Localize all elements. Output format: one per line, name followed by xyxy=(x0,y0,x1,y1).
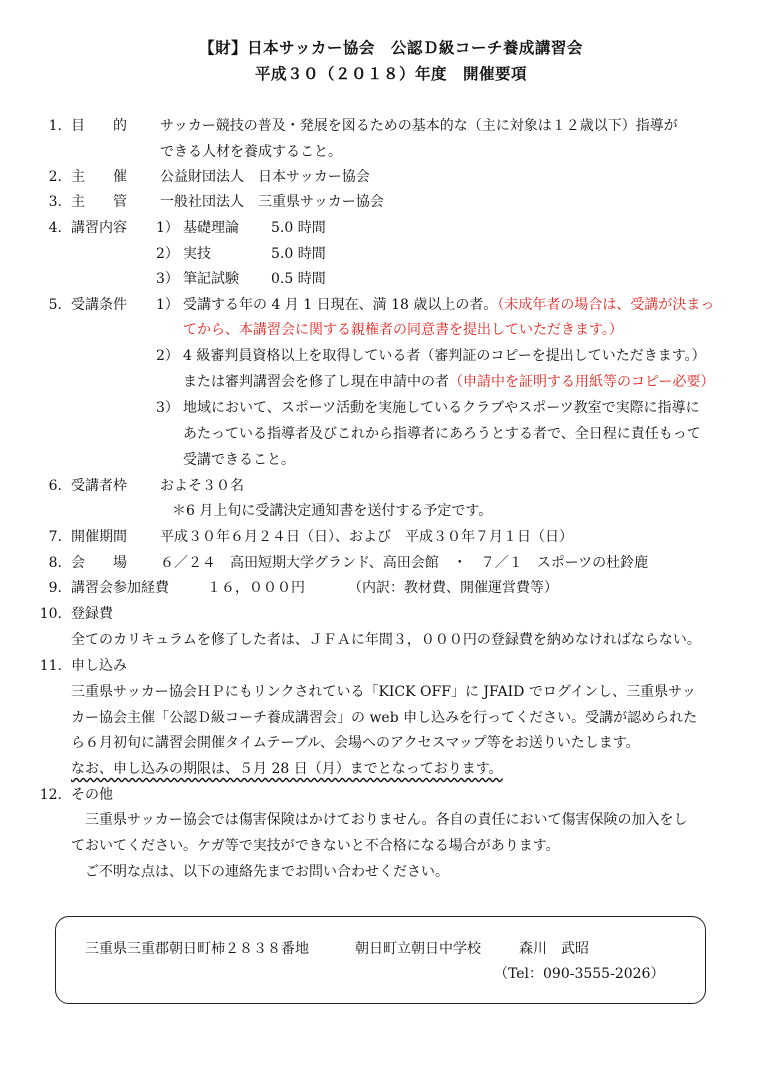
requirement-number: 1） xyxy=(156,297,179,313)
section-number: 10. xyxy=(39,606,62,622)
content-item-name: 筆記試験 xyxy=(183,271,239,287)
requirement-3-text: 地域において、スポーツ活動を実施しているクラブやスポーツ教室で実際に指導に xyxy=(183,400,700,416)
section-number: 4. xyxy=(48,220,62,236)
section-label-venue: 会 場 xyxy=(71,555,127,571)
contact-school: 朝日町立朝日中学校 xyxy=(355,941,481,957)
section-number: 5. xyxy=(48,297,62,313)
content-item-number: 1） xyxy=(156,220,179,236)
content-item-name: 基礎理論 xyxy=(183,220,239,236)
section-label-period: 開催期間 xyxy=(71,529,127,545)
section-label-registration: 登録費 xyxy=(71,606,113,622)
section-number: 1. xyxy=(48,118,62,134)
requirement-2-note: （申請中を証明する用紙等のコピー必要） xyxy=(449,374,715,390)
fee-detail: （内訳：教材費、開催運営費等） xyxy=(348,580,558,596)
content-item-name: 実技 xyxy=(183,246,211,262)
requirement-1-note: てから、本講習会に関する親権者の同意書を提出していただきます。） xyxy=(183,322,623,338)
section-number: 9. xyxy=(48,580,62,596)
requirement-2-text: 4 級審判員資格以上を取得している者（審判証のコピーを提出していただきます。） xyxy=(183,348,706,364)
capacity-note: ＊6 月上旬に受講決定通知書を送付する予定です。 xyxy=(172,503,493,519)
section-label-requirements: 受講条件 xyxy=(71,297,127,313)
purpose-text: サッカー競技の普及・発展を図るための基本的な（主に対象は１２歳以下）指導が xyxy=(160,118,678,134)
section-number: 11. xyxy=(39,658,62,674)
content-item-hours: 5.0 時間 xyxy=(271,246,326,262)
content-item-hours: 0.5 時間 xyxy=(271,271,326,287)
organizer-text: 公益財団法人 日本サッカー協会 xyxy=(160,169,370,185)
section-number: 6. xyxy=(48,478,62,494)
contact-person: 森川 武昭 xyxy=(519,941,589,957)
section-number: 12. xyxy=(39,787,62,803)
section-number: 8. xyxy=(48,555,62,571)
section-label-fee: 講習会参加経費 xyxy=(71,580,169,596)
content-item-number: 3） xyxy=(156,271,179,287)
section-label-application: 申し込み xyxy=(71,658,127,674)
registration-text: 全てのカリキュラムを修了した者は、ＪＦＡに年間３，０００円の登録費を納めなければならない。 xyxy=(71,632,701,648)
application-deadline: なお、申し込みの期限は、５月 28 日（月）までとなっております。 xyxy=(71,761,503,777)
requirement-2-text: または審判講習会を修了し現在申請中の者（申請中を証明する用紙等のコピー必要） xyxy=(183,374,715,390)
application-text: ら６月初旬に講習会開催タイムテーブル、会場へのアクセスマップ等をお送りいたします。 xyxy=(71,735,640,751)
venue-text: ６／２４ 高田短期大学グランド、高田会館 ・ ７／１ スポーツの杜鈴鹿 xyxy=(160,555,649,571)
section-number: 7. xyxy=(48,529,62,545)
requirement-number: 2） xyxy=(156,348,179,364)
application-text: カー協会主催「公認Ｄ級コーチ養成講習会」の web 申し込みを行ってください。受講が認められた xyxy=(71,710,698,726)
document-subtitle: 平成３０（２０１８）年度 開催要項 xyxy=(254,65,527,83)
requirement-3-text: あたっている指導者及びこれから指導者にあろうとする者で、全日程に責任もって xyxy=(183,426,701,442)
section-label-capacity: 受講者枠 xyxy=(71,478,127,494)
fee-amount: １６，０００円 xyxy=(207,580,305,596)
section-label-host: 主 管 xyxy=(71,194,127,210)
other-text: ご不明な点は、以下の連絡先までお問い合わせください。 xyxy=(85,864,449,880)
requirement-3-text: 受講できること。 xyxy=(183,452,295,468)
section-label-purpose: 目 的 xyxy=(71,118,127,134)
contact-tel: （Tel：090-3555-2026） xyxy=(494,966,665,982)
host-text: 一般社団法人 三重県サッカー協会 xyxy=(160,194,384,210)
other-text: 三重県サッカー協会では傷害保険はかけておりません。各自の責任において傷害保険の加入をし xyxy=(85,812,688,828)
requirement-1-text: 受講する年の 4 月 1 日現在、満 18 歳以上の者。（未成年者の場合は、受講が決まっ xyxy=(183,297,715,313)
capacity-text: およそ３０名 xyxy=(160,478,244,494)
contact-box xyxy=(55,916,706,1004)
other-text: ておいてください。ケガ等で実技ができないと不合格になる場合があります。 xyxy=(71,838,560,854)
section-label-other: その他 xyxy=(71,787,113,803)
requirement-1-note: （未成年者の場合は、受講が決まっ xyxy=(497,297,715,313)
section-label-content: 講習内容 xyxy=(71,220,127,236)
section-label-organizer: 主 催 xyxy=(71,169,127,185)
requirement-number: 3） xyxy=(156,400,179,416)
section-number: 3. xyxy=(48,194,62,210)
content-item-number: 2） xyxy=(156,246,179,262)
contact-address: 三重県三重郡朝日町柿２８３８番地 xyxy=(85,941,309,957)
section-number: 2. xyxy=(48,169,62,185)
application-text: 三重県サッカー協会ＨＰにもリンクされている「KICK OFF」に JFAID でログインし、三重県サッ xyxy=(71,684,696,700)
period-text: 平成３０年６月２４日（日）、および 平成３０年７月１日（日） xyxy=(160,529,573,545)
content-item-hours: 5.0 時間 xyxy=(271,220,326,236)
purpose-text: できる人材を養成すること。 xyxy=(160,144,342,160)
document-title: 【財】日本サッカー協会 公認Ｄ級コーチ養成講習会 xyxy=(199,39,583,57)
